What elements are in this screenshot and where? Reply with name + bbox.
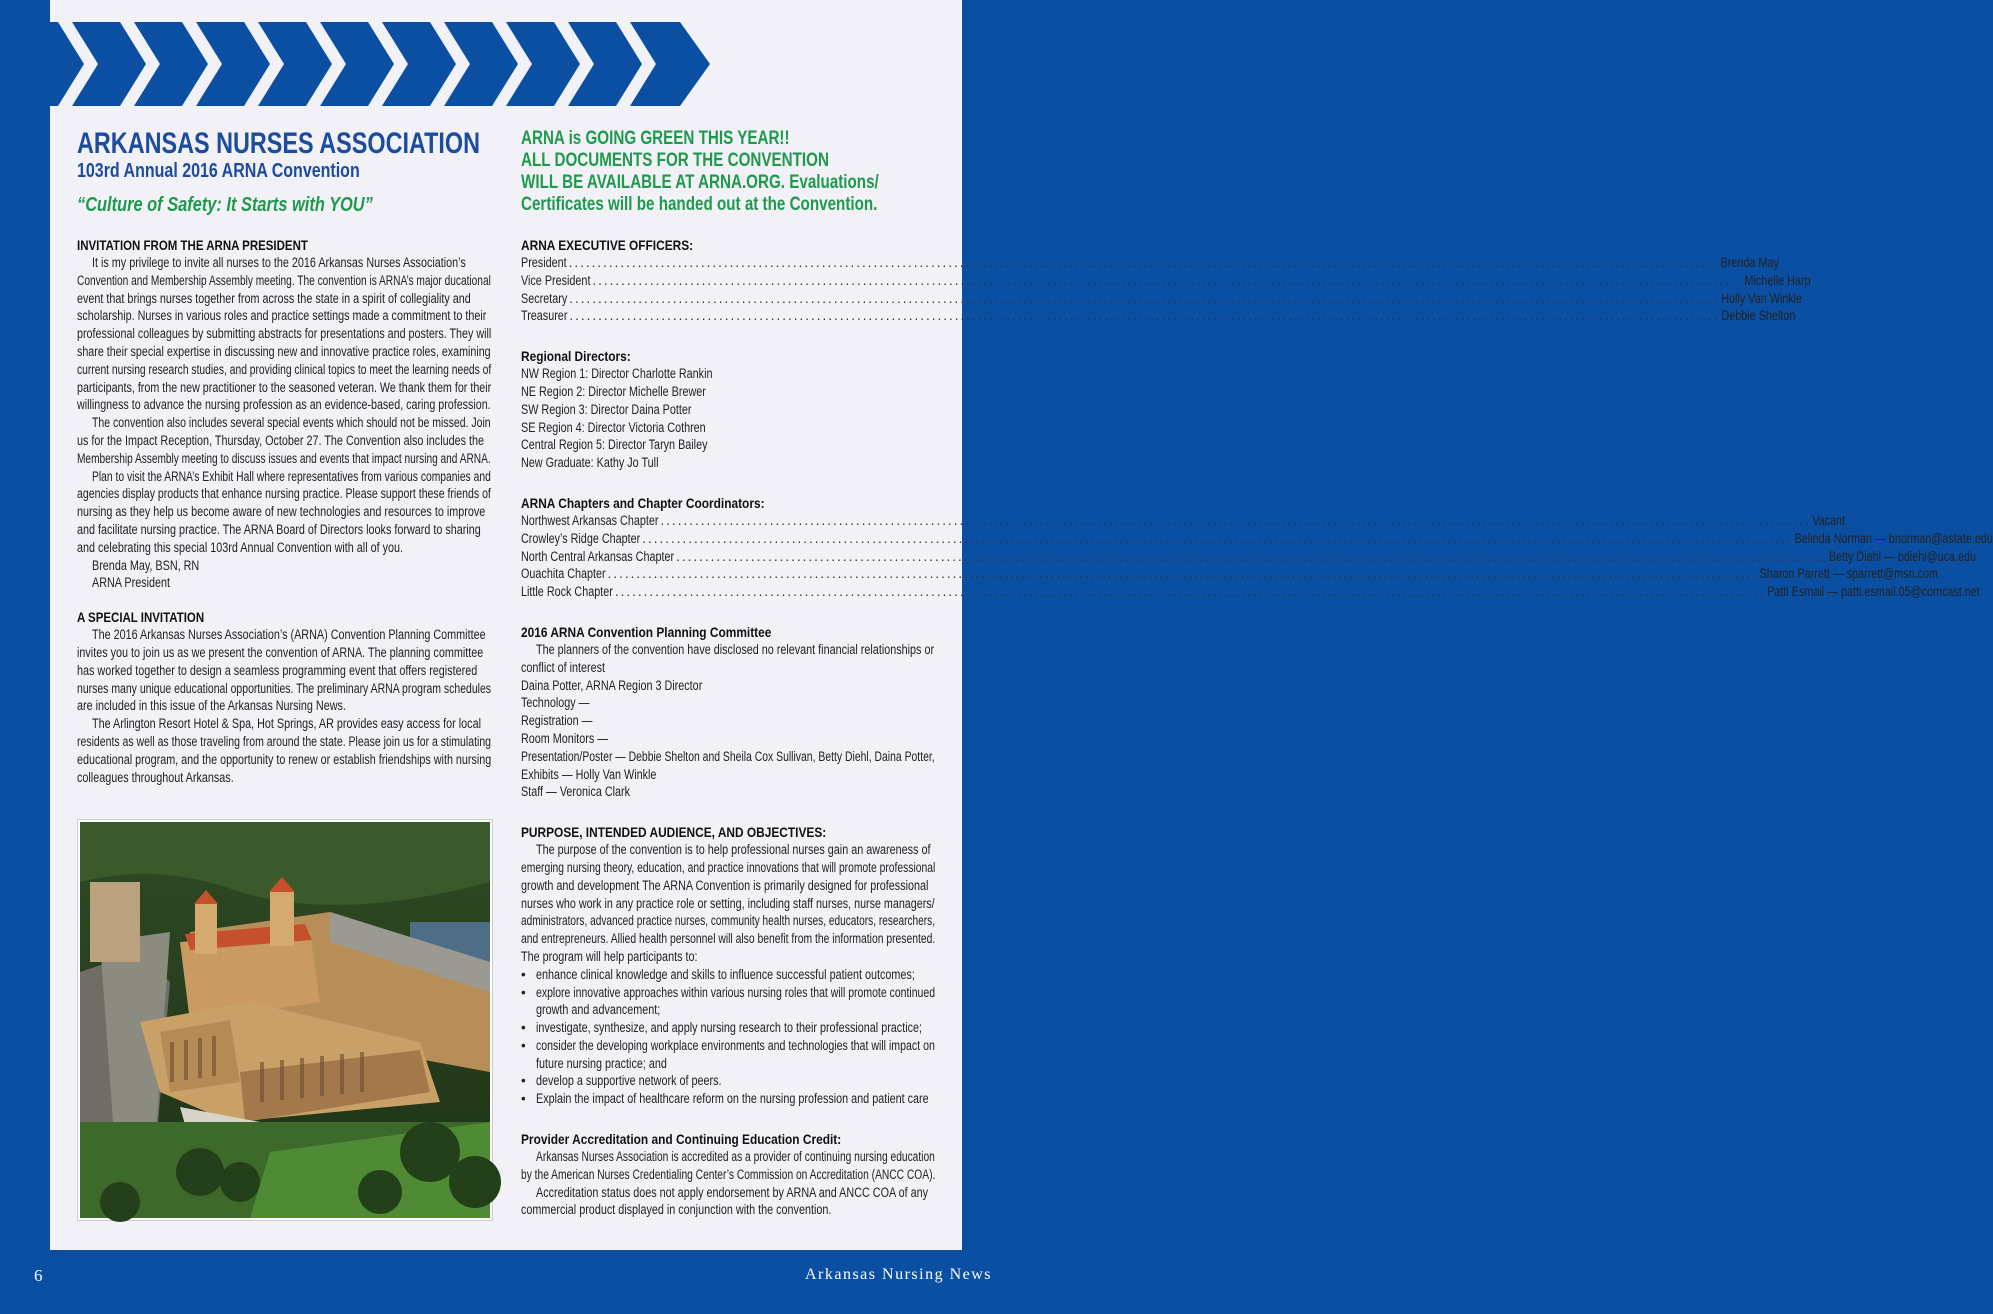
line-text: share their special expertise in discussing new and innovative practice roles, examining [77,343,491,359]
officers-list [521,254,1811,325]
publication-name: Arkansas Nursing News [804,1266,992,1283]
objective-text: enhance clinical knowledge and skills to influence successful patient outcomes; [536,966,915,982]
text-line [77,662,491,680]
leader-row [521,272,1811,290]
text-line [521,677,935,695]
leader-value: Betty Diehl — bdiehl@uca.edu [1828,548,1976,564]
chapters-list [521,512,1993,601]
leader-dots: ........................................................................................................................................................................................................ [569,290,1720,306]
leader-label: Northwest Arkansas Chapter [521,512,659,528]
line-text: growth and development The ARNA Convention is primarily designed for professional [521,877,929,893]
objective-continuation [521,1001,935,1019]
bullet-icon: • [521,1091,526,1107]
bullet-icon: • [521,966,526,982]
objective-item [521,1090,935,1108]
leader-label: Ouachita Chapter [521,566,606,582]
text-line [77,272,491,290]
regional-director [521,383,935,401]
bullet-icon: • [521,984,526,1000]
objective-item [521,1037,935,1055]
text-line [521,930,935,948]
page [50,0,1993,1250]
line-text: event that brings nurses together from across the state in a spirit of collegiality and [77,290,471,306]
text-line [77,361,491,379]
leader-label: Secretary [521,290,568,306]
line-text: The purpose of the convention is to help professional nurses gain an awareness of [536,842,931,858]
chapters-heading: ARNA Chapters and Chapter Coordinators: [521,494,765,511]
line-text: residents as well as those traveling from around the state. Please join us for a stimulating [77,733,492,749]
line-text: Plan to visit the ARNA’s Exhibit Hall where representatives from various companies and [92,468,491,484]
leader-dots: ........................................................................................................................................................................................................ [660,512,1811,528]
text-line [77,626,491,644]
text-line [521,766,935,784]
line-text: Arkansas Nurses Association is accredited as a provider of continuing nursing education [536,1149,935,1165]
bullet-icon [521,1001,536,1019]
line-text: invites you to join us as we present the convention of ARNA. The planning committee [77,644,484,660]
accreditation-body [521,1148,935,1219]
right-column [521,128,1993,1219]
text-line [77,539,491,557]
text-line [77,432,491,450]
line-text: colleagues throughout Arkansas. [77,769,234,785]
line-text: willingness to advance the nursing profession as an evidence-based, caring profession. [77,397,491,413]
line-text: educational program, and the opportunity to renew or establish friendships with nursing [77,751,492,767]
committee-heading: 2016 ARNA Convention Planning Committee [521,623,772,640]
line-text: Convention and Membership Assembly meeting. The convention is ARNA’s major ducational [77,272,491,288]
text-line [77,715,491,733]
bullet-icon [521,1055,536,1073]
objective-item [521,1019,935,1037]
text-line [521,1184,935,1202]
objective-text: growth and advancement; [536,1002,661,1018]
text-line [521,1166,935,1184]
regional-director-text: New Graduate: Kathy Jo Tull [521,455,659,471]
line-text: are included in this issue of the Arkansas Nursing News. [77,698,346,714]
line-text: Presentation/Poster — Debbie Shelton and Sheila Cox Sullivan, Betty Diehl, Daina Potter, [521,748,935,764]
text-line [77,468,491,486]
text-line [77,503,491,521]
line-text: current nursing research studies, and providing clinical topics to meet the learning needs of [77,361,492,377]
text-line [521,895,935,913]
objective-continuation [521,1055,935,1073]
text-line [521,912,935,930]
purpose-body [521,841,935,966]
regional-director [521,401,935,419]
objectives-list [521,966,935,1108]
line-text: Accreditation status does not apply endorsement by ARNA and ANCC COA of any [536,1184,929,1200]
line-text: Registration — [521,713,593,729]
text-line [77,396,491,414]
officers-heading: ARNA EXECUTIVE OFFICERS: [521,237,694,253]
leader-row [521,307,1796,325]
line-text: The program will help participants to: [521,948,698,964]
text-line [521,859,935,877]
leader-dots: ........................................................................................................................................................................................................ [568,255,1719,270]
text-line [77,379,491,397]
regional-list [521,365,935,472]
objective-item [521,984,935,1002]
regional-director-text: SE Region 4: Director Victoria Cothren [521,419,706,435]
line-text: The 2016 Arkansas Nurses Association’s (ARNA) Convention Planning Committee [92,627,486,643]
page-number: 6 [34,1266,43,1285]
text-line [521,948,935,966]
accreditation-heading: Provider Accreditation and Continuing Education Credit: [521,1131,842,1148]
line-text: Daina Potter, ARNA Region 3 Director [521,677,703,693]
text-line [77,307,491,325]
text-line [521,712,935,730]
going-green-notice [521,128,935,216]
text-line [521,641,935,659]
leader-row [521,290,1803,308]
line-text: by the American Nurses Credentialing Center’s Commission on Accreditation (ANCC COA). [521,1166,936,1182]
line-text: nurses who work in any practice role or setting, including staff nurses, nurse managers/ [521,895,935,911]
text-line [77,574,491,592]
line-text: Brenda May, BSN, RN [92,557,200,573]
line-text: us for the Impact Reception, Thursday, October 27. The Convention also includes the [77,432,485,448]
leader-dots: ........................................................................................................................................................................................................ [592,272,1743,288]
text-line [77,521,491,539]
objective-text: future nursing practice; and [536,1055,667,1071]
text-line [77,733,491,751]
text-line [77,680,491,698]
invitation-heading: INVITATION FROM THE ARNA PRESIDENT [77,237,308,253]
committee-body [521,641,935,801]
green-notice-line: ARNA is GOING GREEN THIS YEAR!! [521,128,790,149]
line-text: The Arlington Resort Hotel & Spa, Hot Springs, AR provides easy access for local [92,716,481,732]
text-line [77,751,491,769]
regional-director-text: SW Region 3: Director Daina Potter [521,401,692,417]
objective-item [521,1072,935,1090]
text-line [521,659,935,677]
line-text: Membership Assembly meeting to discuss issues and events that impact nursing and ARNA. [77,450,491,466]
line-text: It is my privilege to invite all nurses to the 2016 Arkansas Nurses Association’s [92,255,466,270]
text-line [77,557,491,575]
leader-value: Belinda Norman — bnorman@astate.edu [1794,530,1993,546]
line-text: emerging nursing theory, education, and practice innovations that will promote professional [521,859,936,875]
leader-row [521,565,1939,583]
leader-label: Crowley’s Ridge Chapter [521,530,641,546]
leader-value: Sharon Parrett — sparrett@msn.com [1759,566,1939,582]
special-heading: A SPECIAL INVITATION [77,609,205,626]
regional-director-text: Central Region 5: Director Taryn Bailey [521,437,708,453]
text-line [521,841,935,859]
line-text: Technology — [521,695,590,711]
regional-director [521,436,935,454]
text-line [77,450,491,468]
leader-label: Little Rock Chapter [521,584,613,600]
text-line [77,769,491,787]
line-text: conflict of interest [521,659,606,675]
leader-value: Debbie Shelton [1721,308,1796,324]
regional-director [521,454,935,472]
hotel-photo [78,820,492,1220]
regional-director [521,419,935,437]
line-text: participants, from the new practitioner to the seasoned veteran. We thank them for their [77,379,492,395]
objective-text: consider the developing workplace environments and technologies that will impact on [536,1037,935,1053]
leader-dots: ........................................................................................................................................................................................................ [676,548,1827,564]
leader-label: Treasurer [521,308,568,324]
special-body [77,626,491,786]
text-line [521,730,935,748]
text-line [521,748,935,766]
objective-text: develop a supportive network of peers. [536,1073,722,1089]
leader-row [521,512,1846,530]
text-line [77,325,491,343]
purpose-heading: PURPOSE, INTENDED AUDIENCE, AND OBJECTIVES: [521,824,827,841]
bullet-icon: • [521,1073,526,1089]
leader-row [521,254,1780,272]
line-text: and facilitate nursing practice. The ARNA Board of Directors looks forward to sharing [77,521,481,537]
objective-text: Explain the impact of healthcare reform on the nursing profession and patient care [536,1091,929,1107]
leader-label: President [521,255,567,270]
objective-text: investigate, synthesize, and apply nursing research to their professional practice; [536,1020,923,1036]
green-notice-line: WILL BE AVAILABLE AT ARNA.ORG. Evaluations/ [521,172,879,193]
leader-label: Vice President [521,272,591,288]
convention-title: 103rd Annual 2016 ARNA Convention [77,160,360,182]
text-line [77,697,491,715]
line-text: nurses many unique educational opportunities. The preliminary ARNA program schedules [77,680,492,696]
chevron-banner [50,22,710,106]
line-text: professional colleagues by submitting abstracts for presentations and posters. They will [77,326,492,342]
line-text: and celebrating this special 103rd Annual Convention with all of you. [77,539,404,555]
text-line [521,1201,935,1219]
line-text: scholarship. Nurses in various roles and practice settings made a commitment to their [77,308,487,324]
bullet-icon: • [521,1020,526,1036]
line-text: and entrepreneurs. Allied health personnel will also benefit from the information presented. [521,931,936,947]
regional-director [521,365,935,383]
invitation-body [77,254,491,592]
line-text: The convention also includes several special events which should not be missed. Join [92,415,491,431]
association-title: ARKANSAS NURSES ASSOCIATION [77,127,481,160]
leader-value: Patti Esmail — patti.esmail.05@comcast.net [1766,584,1980,600]
text-line [77,290,491,308]
leader-dots: ........................................................................................................................................................................................................ [569,308,1720,324]
line-text: The planners of the convention have disclosed no relevant financial relationships or [536,641,935,657]
line-text: administrators, advanced practice nurses, community health nurses, educators, researchers, [521,913,936,929]
regional-director-text: NE Region 2: Director Michelle Brewer [521,383,706,399]
leader-dots: ........................................................................................................................................................................................................ [607,566,1758,582]
text-line [77,485,491,503]
leader-value: Vacant [1812,512,1846,528]
leader-dots: ........................................................................................................................................................................................................ [614,584,1765,600]
green-notice-line: Certificates will be handed out at the Convention. [521,194,878,215]
text-line [77,254,491,272]
leader-value: Michelle Harp [1744,272,1811,288]
regional-director-text: NW Region 1: Director Charlotte Rankin [521,366,713,382]
leader-label: North Central Arkansas Chapter [521,548,675,564]
text-line [77,414,491,432]
objective-text: explore innovative approaches within various nursing roles that will promote continued [536,984,936,1000]
text-line [521,694,935,712]
text-line [77,343,491,361]
green-notice-line: ALL DOCUMENTS FOR THE CONVENTION [521,150,829,171]
regional-heading: Regional Directors: [521,348,631,365]
objective-item [521,966,935,984]
line-text: agencies display products that enhance nursing practice. Please support these friends of [77,486,491,502]
leader-dots: ........................................................................................................................................................................................................ [642,530,1793,546]
bullet-icon: • [521,1037,526,1053]
line-text: Room Monitors — [521,730,609,746]
line-text: ARNA President [92,575,171,591]
text-line [521,783,935,801]
line-text: nursing as they help us become aware of new technologies and resources to improve [77,504,486,520]
line-text: Exhibits — Holly Van Winkle [521,766,657,782]
line-text: commercial product displayed in conjunction with the convention. [521,1202,832,1218]
text-line [77,644,491,662]
leader-row [521,530,1993,548]
text-line [521,877,935,895]
leader-row [521,548,1976,566]
line-text: Staff — Veronica Clark [521,784,631,800]
leader-value: Holly Van Winkle [1721,290,1803,306]
left-column [77,128,491,786]
leader-value: Brenda May [1720,255,1780,270]
convention-theme: “Culture of Safety: It Starts with YOU” [77,194,373,216]
text-line [521,1148,935,1166]
leader-row [521,583,1980,601]
line-text: has worked together to design a seamless programming event that offers registered [77,662,478,678]
